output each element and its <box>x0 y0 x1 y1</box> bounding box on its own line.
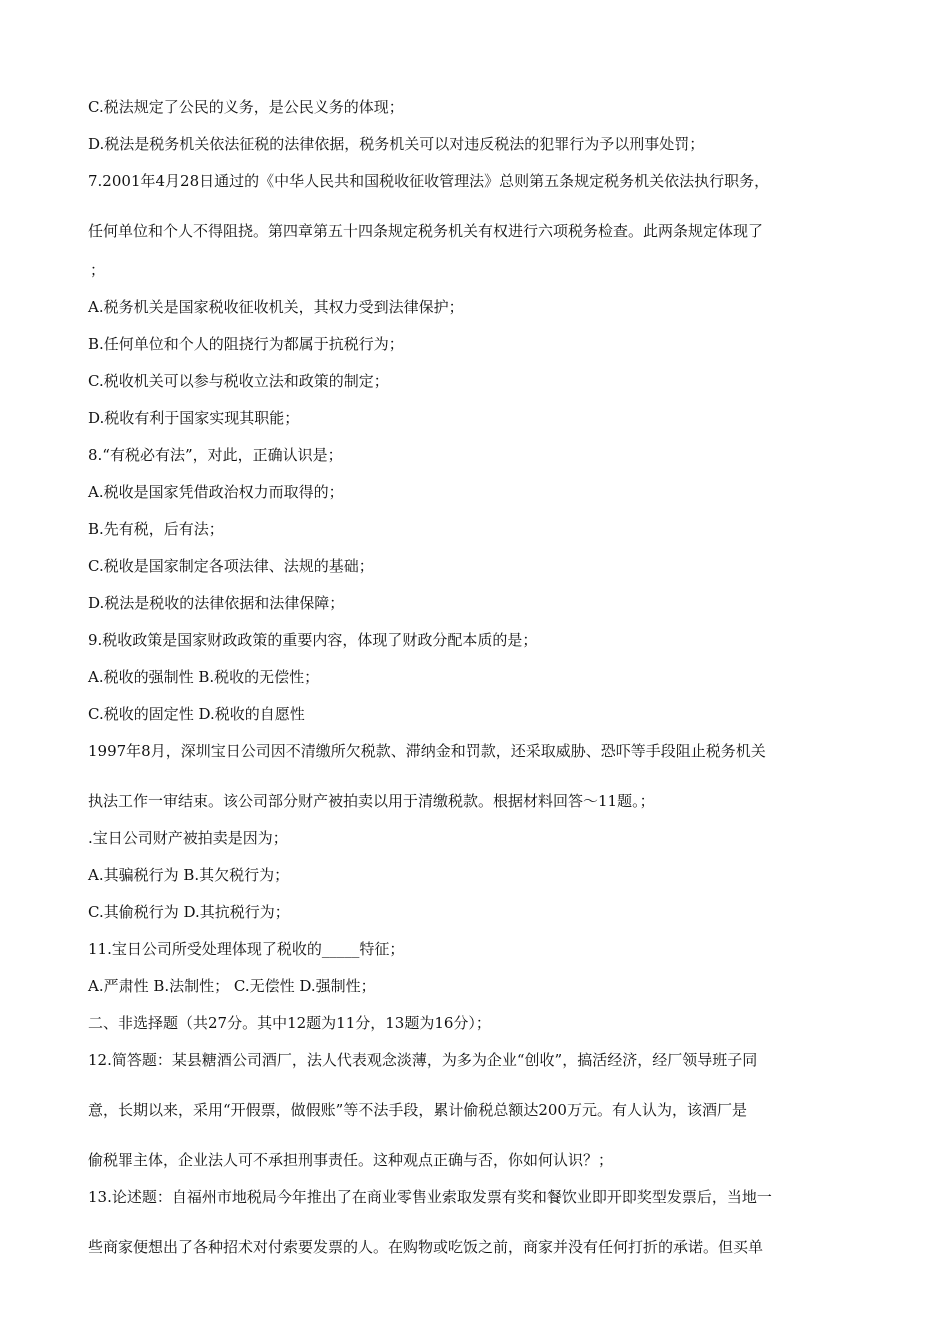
question-7-line-3: ； <box>90 261 106 279</box>
options-ab-q10: A.其骗税行为 B.其欠税行为； <box>88 866 290 884</box>
option-a-q7: A.税务机关是国家税收征收机关，其权力受到法律保护； <box>88 298 464 316</box>
question-8: 8.“有税必有法”，对此，正确认识是； <box>88 446 343 464</box>
question-13-line-1: 13.论述题：自福州市地税局今年推出了在商业零售业索取发票有奖和餐饮业即开即奖型发票后，当地一 <box>88 1188 772 1206</box>
options-q11: A.严肃性 B.法制性； C.无偿性 D.强制性； <box>88 977 376 995</box>
question-13-line-2: 些商家便想出了各种招术对付索要发票的人。在购物或吃饭之前，商家并没有任何打折的承诺。但买单 <box>88 1238 764 1256</box>
question-12-line-2: 意，长期以来，采用“开假票，做假账”等不法手段，累计偷税总额达200万元。有人认为，该酒厂是 <box>88 1101 747 1119</box>
option-b-q7: B.任何单位和个人的阻挠行为都属于抗税行为； <box>88 335 404 353</box>
question-9: 9.税收政策是国家财政政策的重要内容，体现了财政分配本质的是； <box>88 631 538 649</box>
question-12-line-1: 12.简答题：某县糖酒公司酒厂，法人代表观念淡薄，为多为企业“创收”，搞活经济，经厂领导班子同 <box>88 1051 758 1069</box>
option-c-q6: C.税法规定了公民的义务，是公民义务的体现； <box>88 98 404 116</box>
option-b-q8: B.先有税，后有法； <box>88 520 224 538</box>
question-7-line-1: 7.2001年4月28日通过的《中华人民共和国税收征收管理法》总则第五条规定税务机关依法执行职务， <box>88 172 770 190</box>
option-c-q8: C.税收是国家制定各项法律、法规的基础； <box>88 557 374 575</box>
material-line-1: 1997年8月，深圳宝日公司因不清缴所欠税款、滞纳金和罚款，还采取威胁、恐吓等手段阻止税务机关 <box>88 742 766 760</box>
question-7-line-2: 任何单位和个人不得阻挠。第四章第五十四条规定税务机关有权进行六项税务检查。此两条规定体现了 <box>88 222 764 240</box>
question-11: 11.宝日公司所受处理体现了税收的_____特征； <box>88 940 405 958</box>
option-c-q7: C.税收机关可以参与税收立法和政策的制定； <box>88 372 389 390</box>
material-line-2: 执法工作一审结束。该公司部分财产被拍卖以用于清缴税款。根据材料回答～11题。； <box>88 792 655 810</box>
options-cd-q9: C.税收的固定性 D.税收的自愿性 <box>88 705 305 723</box>
option-d-q8: D.税法是税收的法律依据和法律保障； <box>88 594 345 612</box>
question-10: .宝日公司财产被拍卖是因为； <box>88 829 288 847</box>
option-d-q6: D.税法是税务机关依法征税的法律依据，税务机关可以对违反税法的犯罪行为予以刑事处罚； <box>88 135 705 153</box>
option-a-q8: A.税收是国家凭借政治权力而取得的； <box>88 483 344 501</box>
option-d-q7: D.税收有利于国家实现其职能； <box>88 409 300 427</box>
section-heading: 二、非选择题（共27分。其中12题为11分，13题为16分）； <box>88 1014 491 1032</box>
options-cd-q10: C.其偷税行为 D.其抗税行为； <box>88 903 290 921</box>
options-ab-q9: A.税收的强制性 B.税收的无偿性； <box>88 668 320 686</box>
question-12-line-3: 偷税罪主体，企业法人可不承担刑事责任。这种观点正确与否，你如何认识？； <box>88 1151 614 1169</box>
